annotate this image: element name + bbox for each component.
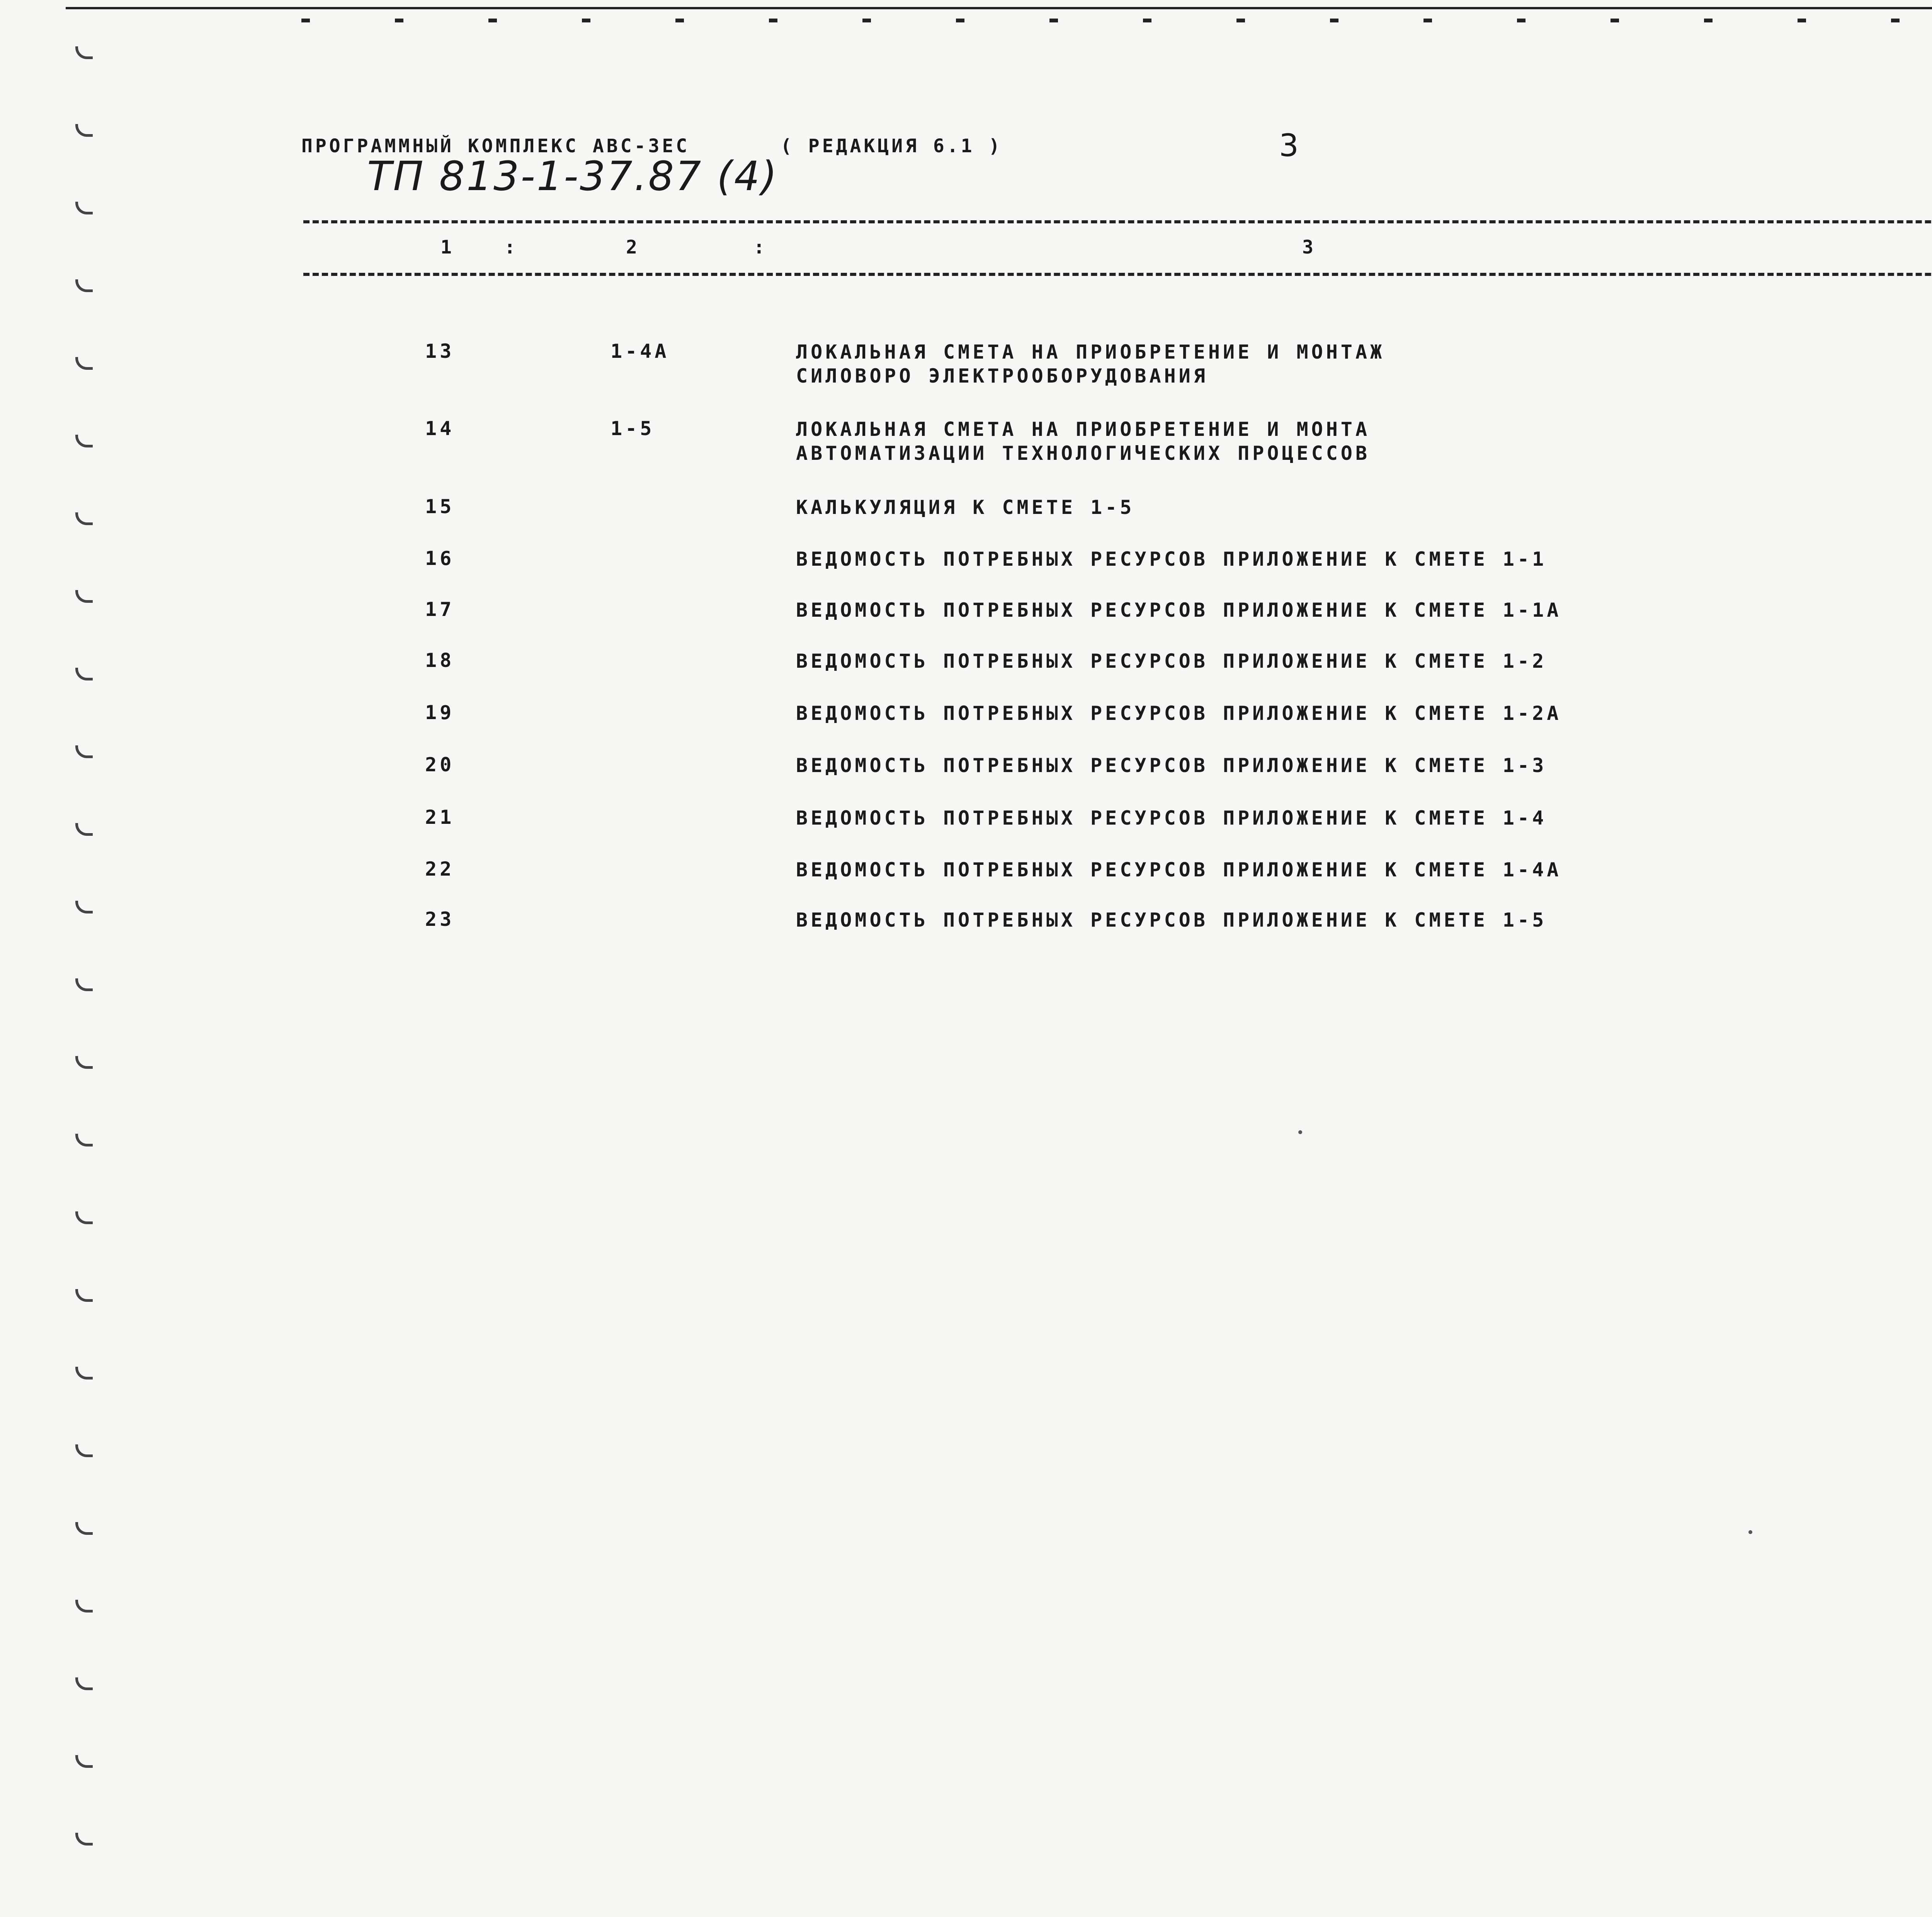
handwritten-doc-id: ТП 813-1-37.87 (4) bbox=[367, 153, 779, 200]
column-header-1: 1 bbox=[440, 236, 452, 258]
row-description: ЛОКАЛЬНАЯ СМЕТА НА ПРИОБРЕТЕНИЕ И МОНТА АВТОМАТИЗАЦИИ ТЕХНОЛОГИЧЕСКИХ ПРОЦЕССОВ bbox=[796, 418, 1370, 464]
tractor-hole-mark bbox=[75, 901, 93, 913]
page-number: 3 bbox=[1279, 128, 1299, 163]
tractor-hole-mark bbox=[75, 202, 93, 214]
row-description: ЛОКАЛЬНАЯ СМЕТА НА ПРИОБРЕТЕНИЕ И МОНТАЖ СИЛОВОРО ЭЛЕКТРООБОРУДОВАНИЯ bbox=[796, 341, 1385, 387]
tractor-hole-mark bbox=[75, 745, 93, 758]
tractor-hole-mark bbox=[75, 435, 93, 447]
row-number: 13 bbox=[425, 340, 455, 362]
estimate-code: 1-4А bbox=[611, 340, 670, 362]
row-description: ВЕДОМОСТЬ ПОТРЕБНЫХ РЕСУРСОВ ПРИЛОЖЕНИЕ К СМЕТЕ 1-2 bbox=[796, 650, 1547, 672]
estimate-code: 1-5 bbox=[611, 417, 655, 440]
tractor-hole-mark bbox=[75, 1755, 93, 1768]
row-description: ВЕДОМОСТЬ ПОТРЕБНЫХ РЕСУРСОВ ПРИЛОЖЕНИЕ К СМЕТЕ 1-4 bbox=[796, 807, 1547, 829]
dashed-rule-top bbox=[303, 220, 1932, 223]
tractor-hole-mark bbox=[75, 1056, 93, 1069]
tractor-hole-mark bbox=[75, 1444, 93, 1457]
row-number: 23 bbox=[425, 908, 455, 930]
tractor-hole-mark bbox=[75, 124, 93, 137]
row-number: 15 bbox=[425, 495, 455, 518]
tractor-hole-mark bbox=[75, 1367, 93, 1379]
tractor-hole-mark bbox=[75, 357, 93, 370]
scan-speck bbox=[1298, 1130, 1302, 1134]
tractor-hole-mark bbox=[75, 590, 93, 603]
tractor-hole-mark bbox=[75, 512, 93, 525]
column-header-2: 2 bbox=[626, 236, 637, 258]
column-separator: : bbox=[504, 236, 515, 258]
tractor-hole-mark bbox=[75, 823, 93, 836]
tractor-dashes bbox=[301, 19, 1932, 22]
tractor-hole-mark bbox=[75, 1289, 93, 1302]
row-description: ВЕДОМОСТЬ ПОТРЕБНЫХ РЕСУРСОВ ПРИЛОЖЕНИЕ К СМЕТЕ 1-2А bbox=[796, 702, 1562, 725]
row-description: ВЕДОМОСТЬ ПОТРЕБНЫХ РЕСУРСОВ ПРИЛОЖЕНИЕ К СМЕТЕ 1-1А bbox=[796, 599, 1562, 621]
column-separator: : bbox=[753, 236, 765, 258]
row-number: 17 bbox=[425, 598, 455, 621]
tractor-hole-mark bbox=[75, 279, 93, 292]
row-number: 21 bbox=[425, 806, 455, 828]
top-rule bbox=[66, 7, 1932, 9]
header-title: ПРОГРАММНЫЙ КОМПЛЕКС АВС-3ЕС bbox=[301, 135, 690, 157]
row-number: 20 bbox=[425, 754, 455, 776]
dashed-rule-bottom bbox=[303, 273, 1932, 276]
row-number: 18 bbox=[425, 649, 455, 672]
tractor-hole-mark bbox=[75, 1833, 93, 1846]
row-description: ВЕДОМОСТЬ ПОТРЕБНЫХ РЕСУРСОВ ПРИЛОЖЕНИЕ К СМЕТЕ 1-1 bbox=[796, 548, 1547, 570]
row-description: КАЛЬКУЛЯЦИЯ К СМЕТЕ 1-5 bbox=[796, 496, 1135, 519]
header-edition: ( РЕДАКЦИЯ 6.1 ) bbox=[781, 135, 1003, 157]
tractor-hole-mark bbox=[75, 1600, 93, 1613]
tractor-hole-mark bbox=[75, 46, 93, 59]
row-description: ВЕДОМОСТЬ ПОТРЕБНЫХ РЕСУРСОВ ПРИЛОЖЕНИЕ К СМЕТЕ 1-4А bbox=[796, 859, 1562, 881]
row-number: 16 bbox=[425, 547, 455, 570]
row-number: 22 bbox=[425, 858, 455, 880]
tractor-hole-mark bbox=[75, 1211, 93, 1224]
tractor-hole-mark bbox=[75, 978, 93, 991]
tractor-hole-mark bbox=[75, 1134, 93, 1146]
row-number: 19 bbox=[425, 701, 455, 724]
tractor-hole-mark bbox=[75, 1522, 93, 1535]
row-number: 14 bbox=[425, 417, 455, 440]
row-description: ВЕДОМОСТЬ ПОТРЕБНЫХ РЕСУРСОВ ПРИЛОЖЕНИЕ К СМЕТЕ 1-3 bbox=[796, 754, 1547, 777]
tractor-hole-mark bbox=[75, 1677, 93, 1690]
row-description: ВЕДОМОСТЬ ПОТРЕБНЫХ РЕСУРСОВ ПРИЛОЖЕНИЕ К СМЕТЕ 1-5 bbox=[796, 909, 1547, 931]
scan-speck bbox=[1748, 1530, 1752, 1534]
tractor-hole-mark bbox=[75, 668, 93, 680]
column-header-3: 3 bbox=[1302, 236, 1313, 258]
